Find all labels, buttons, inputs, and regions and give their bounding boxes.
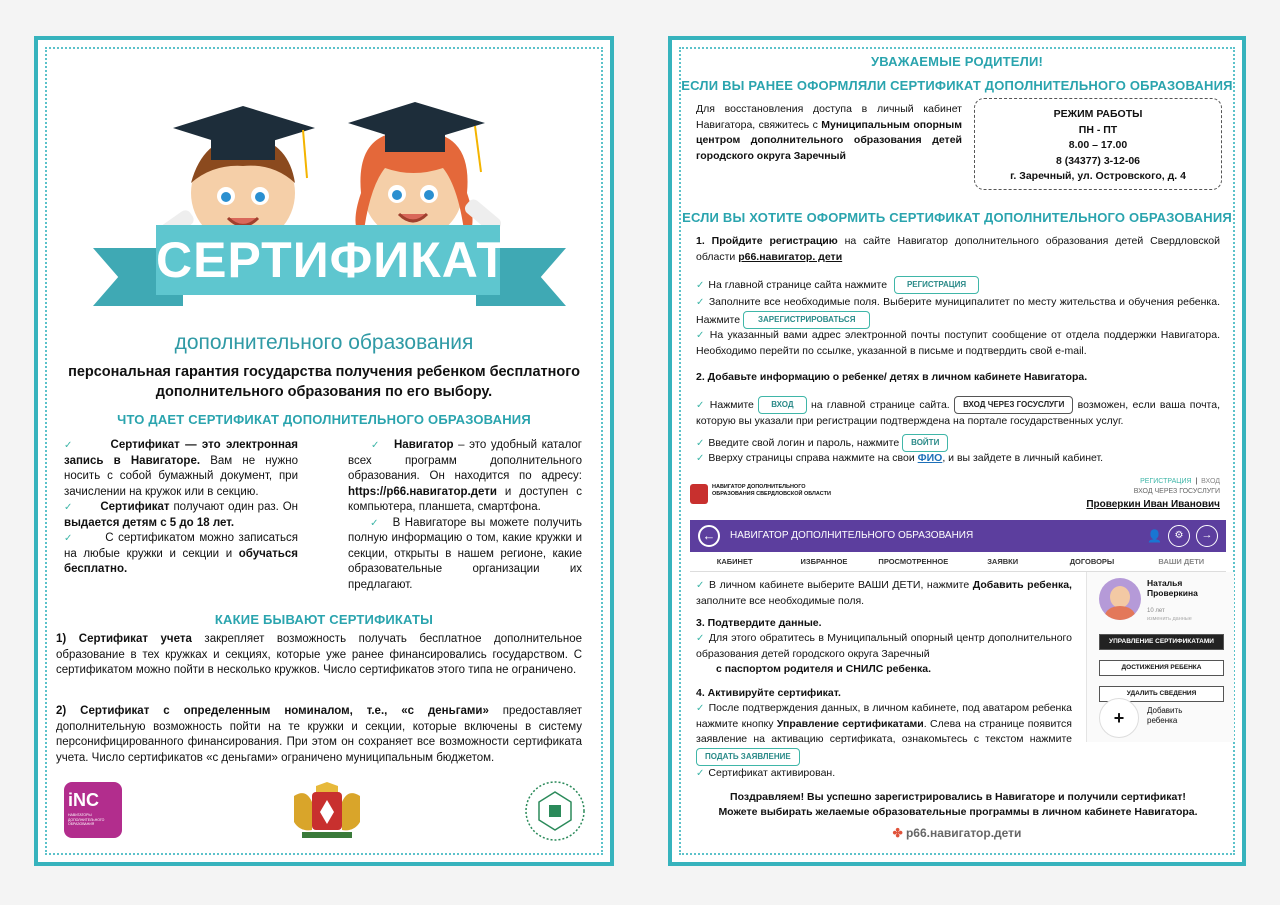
manage-certificates-button[interactable]: УПРАВЛЕНИЕ СЕРТИФИКАТАМИ [1099, 634, 1224, 650]
nav-login-link[interactable]: ВХОД [1201, 478, 1220, 485]
navigator-tabs [690, 552, 1226, 572]
child-name: Наталья Проверкина [1147, 578, 1198, 598]
logos-row [38, 780, 610, 840]
enter-button[interactable]: ВОЙТИ [902, 434, 948, 452]
benefits-col-1 [64, 438, 298, 593]
nav-gos-link[interactable]: ВХОД ЧЕРЕЗ ГОСУСЛУГИ [1133, 488, 1220, 495]
tab-requests[interactable]: ЗАЯВКИ [987, 557, 1019, 566]
navigator-header-mock [690, 478, 1226, 518]
add-child-button[interactable]: + [1099, 698, 1139, 738]
type-1-paragraph: 1) Сертификат учета закрепляет возможность получать бесплатное дополнительное образование в тех кружках и секциях, которые уже ранее финансировались государством. С сертификатом можно пойти в несколько кружков. Число сертификатов этого типа не ограничено. [56, 633, 582, 676]
tab-your-children[interactable]: ВАШИ ДЕТИ [1158, 557, 1205, 566]
resource-center-logo [524, 780, 586, 842]
settings-icon[interactable]: ⚙ [1168, 525, 1190, 547]
tab-favorites[interactable]: ИЗБРАННОЕ [800, 557, 848, 566]
section-restore: ЕСЛИ ВЫ РАНЕЕ ОФОРМЛЯЛИ СЕРТИФИКАТ ДОПОЛНИТЕЛЬНОГО ОБРАЗОВАНИЯ [681, 78, 1233, 93]
submit-application-button[interactable]: ПОДАТЬ ЗАЯВЛЕНИЕ [696, 748, 800, 766]
benefit-item: ✓ Сертификат — это электронная запись в Навигаторе. Вам не нужно носить с собой бумажный документ, при зачислении на кружок или в секцию. [64, 439, 298, 498]
step-1b: ✓ Заполните все необходимые поля. Выберите муниципалитет по месту жительства и обучения ребенка. Нажмите ЗАРЕГИСТРИРОВАТЬСЯ [696, 295, 1220, 329]
benefit-item: ✓ С сертификатом можно записаться на любые кружки и секции и обучаться бесплатно. [64, 532, 298, 575]
navigator-bar [690, 520, 1226, 552]
navigator-bar-title: НАВИГАТОР ДОПОЛНИТЕЛЬНОГО ОБРАЗОВАНИЯ [730, 530, 974, 541]
delete-data-button[interactable]: УДАЛИТЬ СВЕДЕНИЯ [1099, 686, 1224, 702]
user-icon[interactable]: 👤 [1147, 529, 1162, 543]
address: г. Заречный, ул. Островского, д. 4 [1010, 170, 1186, 182]
step-3: 3. Подтвердите данные. [696, 617, 822, 629]
benefit-item: ✓ В Навигаторе вы можете получить полную информацию о том, какие кружки и секции, открыты в нашем регионе, какие образовательные организации их предлагают. [348, 516, 583, 591]
step-4a: ✓ После подтверждения данных, в личном кабинете, под аватаром ребенка нажмите кнопку Управление сертификатами. Слева на странице появится заявление на активацию сертификата, ознакомьтесь с текстом нажмите ПОДАТЬ ЗАЯВЛЕНИЕ [696, 701, 1072, 766]
child-card [1086, 572, 1234, 742]
nav-register-link[interactable]: РЕГИСТРАЦИЯ [1140, 478, 1192, 485]
child-actions [1087, 634, 1234, 702]
logout-icon[interactable]: → [1196, 525, 1218, 547]
step-4: 4. Активируйте сертификат. [696, 687, 841, 699]
benefits-col-2 [348, 438, 582, 593]
nav-user-name[interactable]: Проверкин Иван Иванович [1086, 499, 1220, 510]
register-button[interactable]: ЗАРЕГИСТРИРОВАТЬСЯ [743, 311, 870, 329]
section-what-gives: ЧТО ДАЕТ СЕРТИФИКАТ ДОПОЛНИТЕЛЬНОГО ОБРАЗОВАНИЯ [117, 412, 531, 427]
child-age: 10 лет [1147, 608, 1165, 614]
login-button[interactable]: ВХОД [758, 396, 806, 414]
subtitle: дополнительного образования [174, 331, 474, 354]
step-2a: ✓ Нажмите ВХОД на главной странице сайта. ВХОД ЧЕРЕЗ ГОСУСЛУГИ возможен, если ваша почта, которую вы указали при регистрации подтверждена на портале государственных услуг. [696, 396, 1220, 430]
step-2: 2. Добавьте информацию о ребенке/ детях в личном кабинете Навигатора. [696, 371, 1088, 383]
lead-text: персональная гарантия государства получения ребенком бесплатного дополнительного образования по его выбору. [68, 364, 580, 400]
left-leaflet [34, 36, 614, 866]
benefits-columns [64, 438, 582, 593]
navigator-logo-text: НАВИГАТОРЫ ДОПОЛНИТЕЛЬНОГО ОБРАЗОВАНИЯ [68, 813, 105, 826]
gosuslugi-button[interactable]: ВХОД ЧЕРЕЗ ГОСУСЛУГИ [954, 396, 1073, 414]
navigator-header-logo: НАВИГАТОР ДОПОЛНИТЕЛЬНОГО ОБРАЗОВАНИЯ СВЕРДЛОВСКОЙ ОБЛАСТИ [712, 484, 831, 497]
work-hours-box [974, 98, 1222, 190]
section-new: ЕСЛИ ВЫ ХОТИТЕ ОФОРМИТЬ СЕРТИФИКАТ ДОПОЛНИТЕЛЬНОГО ОБРАЗОВАНИЯ [682, 210, 1232, 225]
step-3a: ✓ Для этого обратитесь в Муниципальный опорный центр дополнительного образования детей городского округа Заречный [696, 632, 1072, 660]
coat-of-arms-icon [288, 782, 366, 840]
congrats-line-2: Можете выбирать желаемые образовательные программы в личном кабинете Навигатора. [718, 806, 1198, 818]
child-edit-link[interactable]: изменить данные [1147, 616, 1192, 622]
benefit-item: ✓ Навигатор – это удобный каталог всех программ дополнительного образования. Он находится по адресу: https://р66.навигатор.дети и доступен с компьютера, планшета, смартфона. [348, 439, 582, 513]
site-address[interactable]: р66.навигатор.дети [905, 826, 1022, 840]
step-2d: ✓ В личном кабинете выберите ВАШИ ДЕТИ, нажмите Добавить ребенка, заполните все необходимые поля. [696, 579, 1072, 607]
step-2b: ✓ Введите свой логин и пароль, нажмите ВОЙТИ [696, 434, 1220, 452]
step-2c: ✓ Вверху страницы справа нажмите на свои ФИО, и вы зайдете в личный кабинет. [696, 452, 1104, 464]
phone: 8 (34377) 3-12-06 [1055, 154, 1141, 167]
tab-contracts[interactable]: ДОГОВОРЫ [1069, 557, 1115, 566]
tab-viewed[interactable]: ПРОСМОТРЕННОЕ [878, 557, 949, 566]
restore-text: Для восстановления доступа в личный кабинет Навигатора, свяжитесь с Муниципальным опорным центром дополнительного образования детей городского округа Заречный [696, 103, 962, 162]
tab-cabinet[interactable]: КАБИНЕТ [716, 557, 753, 566]
parents-title: УВАЖАЕМЫЕ РОДИТЕЛИ! [870, 54, 1044, 69]
congrats-line-1: Поздравляем! Вы успешно зарегистрировались в Навигаторе и получили сертификат! [730, 791, 1186, 803]
fio-link[interactable]: ФИО [917, 452, 943, 464]
navigator-emblem-icon [690, 484, 708, 504]
back-icon[interactable]: ← [698, 525, 720, 547]
section-types: КАКИЕ БЫВАЮТ СЕРТИФИКАТЫ [214, 612, 434, 627]
navigator-header-links: РЕГИСТРАЦИЯ | ВХОД ВХОД ЧЕРЕЗ ГОСУСЛУГИ Проверкин Иван Иванович [1086, 478, 1220, 510]
navigator-logo-mark: iNC [68, 790, 99, 810]
step-1a: ✓ На главной странице сайта нажмите РЕГИСТРАЦИЯ [696, 276, 1220, 294]
achievements-button[interactable]: ДОСТИЖЕНИЯ РЕБЕНКА [1099, 660, 1224, 676]
ribbon-title: СЕРТИФИКАТ [156, 232, 508, 288]
work-hours-title: РЕЖИМ РАБОТЫ [1053, 108, 1143, 120]
step-1c: ✓ На указанный вами адрес электронной почты поступит сообщение от отдела поддержки Навигатора. Необходимо перейти по ссылке, указанной в письме и подтвердить свой e-mail. [696, 329, 1220, 357]
work-days: ПН - ПТ [1078, 123, 1118, 136]
registration-button[interactable]: РЕГИСТРАЦИЯ [894, 276, 979, 294]
navigator-flower-icon: ✤ [892, 826, 903, 840]
step-4b: ✓ Сертификат активирован. [696, 767, 836, 779]
work-time: 8.00 – 17.00 [1068, 139, 1128, 151]
right-leaflet [668, 36, 1246, 866]
type-2-paragraph: 2) Сертификат с определенным номиналом, т.е., «с деньгами» предоставляет дополнительную возможность пойти на те кружки и секции, которые включены в систему персонифицированного финансирования. При этом он сохраняет все возможности сертификата учета. Число сертификатов «с деньгами» ограничено муниципальным бюджетом. [56, 705, 583, 764]
benefit-item: ✓ Сертификат получают один раз. Он выдается детям с 5 до 18 лет. [64, 501, 298, 529]
child-avatar [1099, 578, 1141, 620]
step-3b: с паспортом родителя и СНИЛС ребенка. [716, 663, 932, 675]
step-1: 1. Пройдите регистрацию на сайте Навигатор дополнительного образования детей Свердловской области р66.навигатор. дети [696, 235, 1220, 263]
navigator-logo [64, 782, 122, 838]
site-link[interactable]: р66.навигатор. дети [738, 250, 843, 263]
site-footer [672, 826, 1242, 840]
add-child-label[interactable]: Добавить ребенка [1147, 706, 1183, 725]
